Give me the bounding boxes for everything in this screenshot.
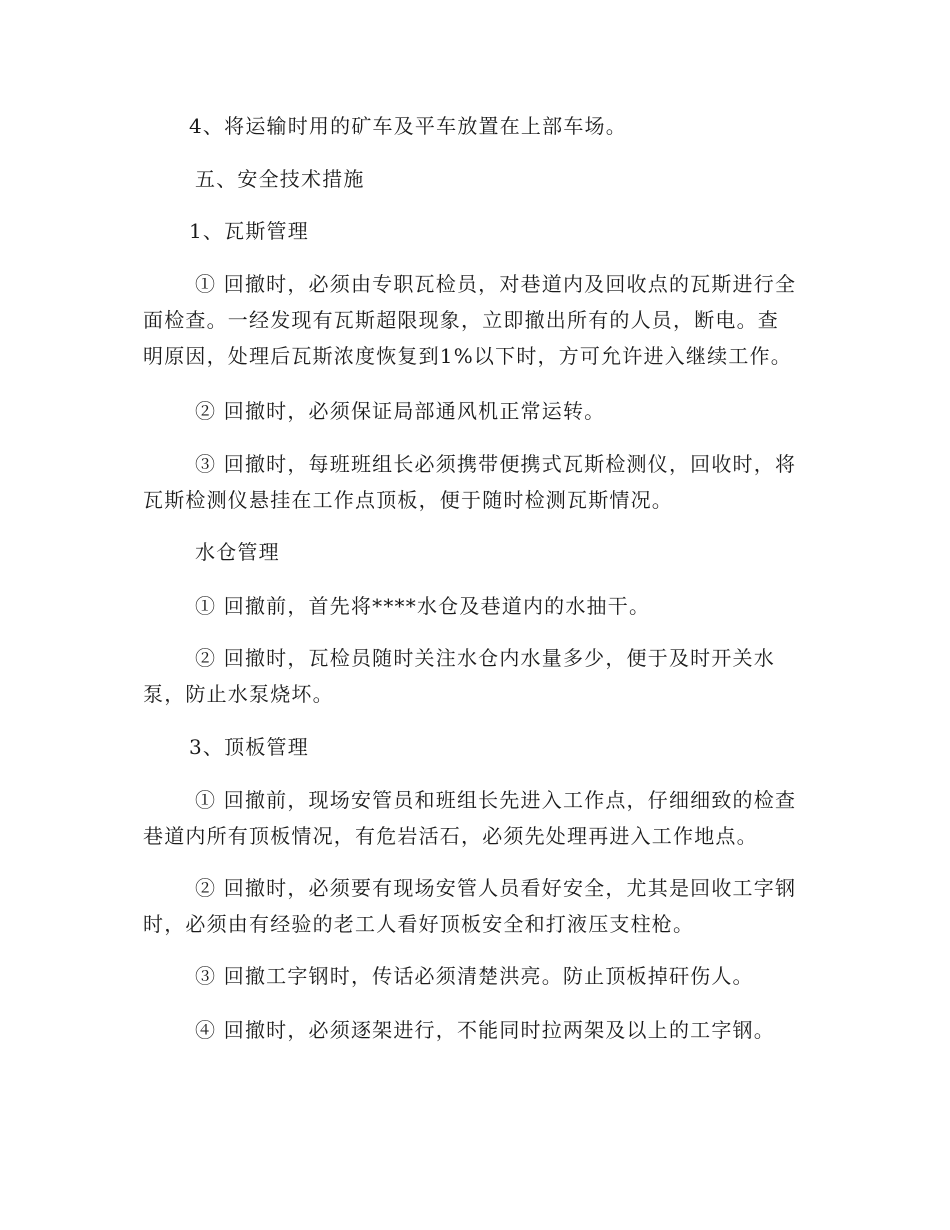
paragraph-line: 明原因，处理后瓦斯浓度恢复到1%以下时，方可允许进入继续工作。 xyxy=(143,344,792,368)
paragraph-sump-item-2 xyxy=(143,640,811,712)
section-heading-safety-measures xyxy=(143,161,811,197)
paragraph-line: 巷道内所有顶板情况，有危岩活石，必须先处理再进入工作地点。 xyxy=(143,824,758,848)
paragraph-roof-item-2 xyxy=(143,870,811,942)
paragraph-sump-item-1 xyxy=(143,588,811,624)
subheading: 3、顶板管理 xyxy=(189,735,309,759)
paragraph-line: 面检查。一经发现有瓦斯超限现象，立即撤出所有的人员，断电。查 xyxy=(143,308,779,332)
paragraph-roof-item-4 xyxy=(143,1012,811,1048)
paragraph-gas-item-1 xyxy=(143,266,811,374)
paragraph-line: 泵，防止水泵烧坏。 xyxy=(143,682,334,706)
paragraph-line: ③ 回撤时，每班班组长必须携带便携式瓦斯检测仪，回收时，将 xyxy=(195,452,797,476)
paragraph-line: ③ 回撤工字钢时，传话必须清楚洪亮。防止顶板掉矸伤人。 xyxy=(195,964,754,988)
paragraph-line: ① 回撤前，首先将****水仓及巷道内的水抽干。 xyxy=(195,594,651,618)
paragraph-transport-step-4 xyxy=(143,108,811,144)
paragraph-line: 瓦斯检测仪悬挂在工作点顶板，便于随时检测瓦斯情况。 xyxy=(143,488,673,512)
paragraph-line: ① 回撤时，必须由专职瓦检员，对巷道内及回收点的瓦斯进行全 xyxy=(195,272,797,296)
paragraph-line: ② 回撤时，必须要有现场安管人员看好安全，尤其是回收工字钢 xyxy=(195,876,797,900)
paragraph-line: 时，必须由有经验的老工人看好顶板安全和打液压支柱枪。 xyxy=(143,912,695,936)
paragraph-gas-item-3 xyxy=(143,446,811,518)
paragraph-line: ② 回撤时，必须保证局部通风机正常运转。 xyxy=(195,399,606,423)
paragraph-line: ① 回撤前，现场安管员和班组长先进入工作点，仔细细致的检查 xyxy=(195,788,797,812)
paragraph-line: ④ 回撤时，必须逐架进行，不能同时拉两架及以上的工字钢。 xyxy=(195,1018,775,1042)
paragraph-gas-item-2 xyxy=(143,393,811,429)
subheading-sump-management xyxy=(143,534,811,570)
paragraph-line: 4、将运输时用的矿车及平车放置在上部车场。 xyxy=(189,114,627,138)
subheading-roof-management xyxy=(143,729,811,765)
subheading: 1、瓦斯管理 xyxy=(189,219,309,243)
subheading: 水仓管理 xyxy=(195,540,280,564)
subheading-gas-management xyxy=(143,213,811,249)
paragraph-roof-item-1 xyxy=(143,782,811,854)
section-heading: 五、安全技术措施 xyxy=(195,167,365,191)
paragraph-roof-item-3 xyxy=(143,958,811,994)
paragraph-line: ② 回撤时，瓦检员随时关注水仓内水量多少，便于及时开关水 xyxy=(195,646,775,670)
